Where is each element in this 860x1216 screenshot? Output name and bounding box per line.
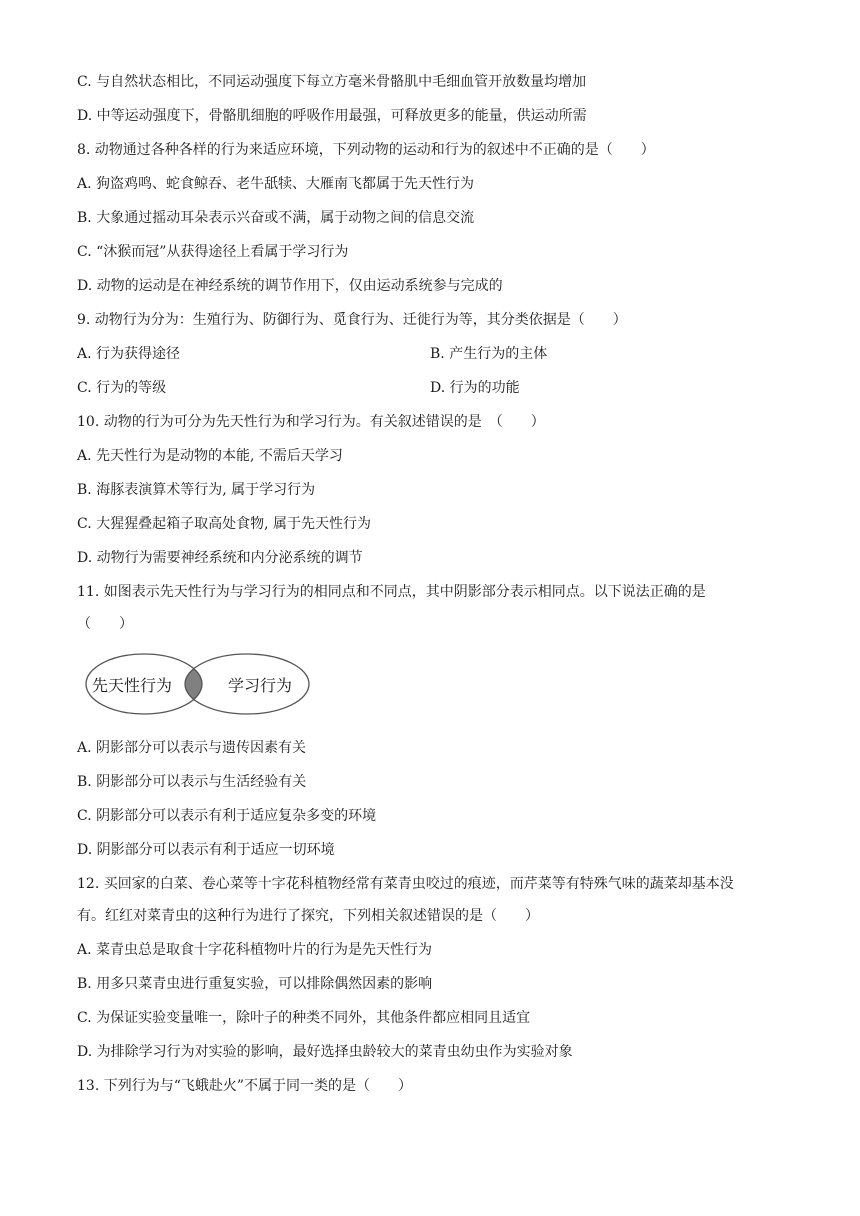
venn-left-label: 先天性行为 [92, 676, 173, 695]
question-10: 10. 动物的行为可分为先天性行为和学习行为。有关叙述错误的是 （ ） [77, 414, 545, 430]
q8-option-c: C. “沐猴而冠”从获得途径上看属于学习行为 [77, 244, 349, 260]
question-9: 9. 动物行为分为：生殖行为、防御行为、觅食行为、迁徙行为等，其分类依据是（ ） [77, 312, 627, 328]
q10-option-c: C. 大猩猩叠起箱子取高处食物, 属于先天性行为 [77, 516, 372, 532]
question-11-bracket: （ ） [77, 616, 133, 632]
q12-option-d: D. 为排除学习行为对实验的影响，最好选择虫龄较大的菜青虫幼虫作为实验对象 [77, 1044, 573, 1060]
question-8: 8. 动物通过各种各样的行为来适应环境，下列动物的运动和行为的叙述中不正确的是（ ） [77, 142, 655, 158]
venn-right-label: 学习行为 [228, 676, 293, 695]
question-13: 13. 下列行为与“飞蛾赴火”不属于同一类的是（ ） [77, 1078, 413, 1094]
q11-option-c: C. 阴影部分可以表示有利于适应复杂多变的环境 [77, 808, 377, 824]
question-12: 12. 买回家的白菜、卷心菜等十字花科植物经常有菜青虫咬过的痕迹，而芹菜等有特殊气味的蔬菜却基本没 [77, 876, 734, 892]
question-11: 11. 如图表示先天性行为与学习行为的相同点和不同点，其中阴影部分表示相同点。以下说法正确的是 [77, 584, 706, 600]
q11-option-b: B. 阴影部分可以表示与生活经验有关 [77, 774, 307, 790]
question-12-cont: 有。红红对菜青虫的这种行为进行了探究，下列相关叙述错误的是（ ） [77, 908, 539, 924]
q12-option-c: C. 为保证实验变量唯一，除叶子的种类不同外，其他条件都应相同且适宜 [77, 1010, 531, 1026]
q11-option-a: A. 阴影部分可以表示与遗传因素有关 [77, 740, 307, 756]
q9-option-a: A. 行为获得途径 [77, 346, 181, 362]
venn-diagram [84, 648, 312, 720]
q11-option-d: D. 阴影部分可以表示有利于适应一切环境 [77, 842, 335, 858]
q10-option-b: B. 海豚表演算术等行为, 属于学习行为 [77, 482, 316, 498]
q12-option-b: B. 用多只菜青虫进行重复实验，可以排除偶然因素的影响 [77, 976, 433, 992]
q10-option-d: D. 动物行为需要神经系统和内分泌系统的调节 [77, 550, 363, 566]
q10-option-a: A. 先天性行为是动物的本能, 不需后天学习 [77, 448, 343, 464]
q9-option-c: C. 行为的等级 [77, 380, 167, 396]
line-option-c: C. 与自然状态相比，不同运动强度下每立方毫米骨骼肌中毛细血管开放数量均增加 [77, 74, 587, 90]
q9-option-b: B. 产生行为的主体 [430, 346, 548, 362]
q8-option-d: D. 动物的运动是在神经系统的调节作用下，仅由运动系统参与完成的 [77, 278, 503, 294]
q8-option-a: A. 狗盗鸡鸣、蛇食鲸吞、老牛舐犊、大雁南飞都属于先天性行为 [77, 176, 475, 192]
q8-option-b: B. 大象通过摇动耳朵表示兴奋或不满，属于动物之间的信息交流 [77, 210, 475, 226]
line-option-d: D. 中等运动强度下，骨骼肌细胞的呼吸作用最强，可释放更多的能量，供运动所需 [77, 108, 587, 124]
q12-option-a: A. 菜青虫总是取食十字花科植物叶片的行为是先天性行为 [77, 942, 433, 958]
q9-option-d: D. 行为的功能 [430, 380, 520, 396]
